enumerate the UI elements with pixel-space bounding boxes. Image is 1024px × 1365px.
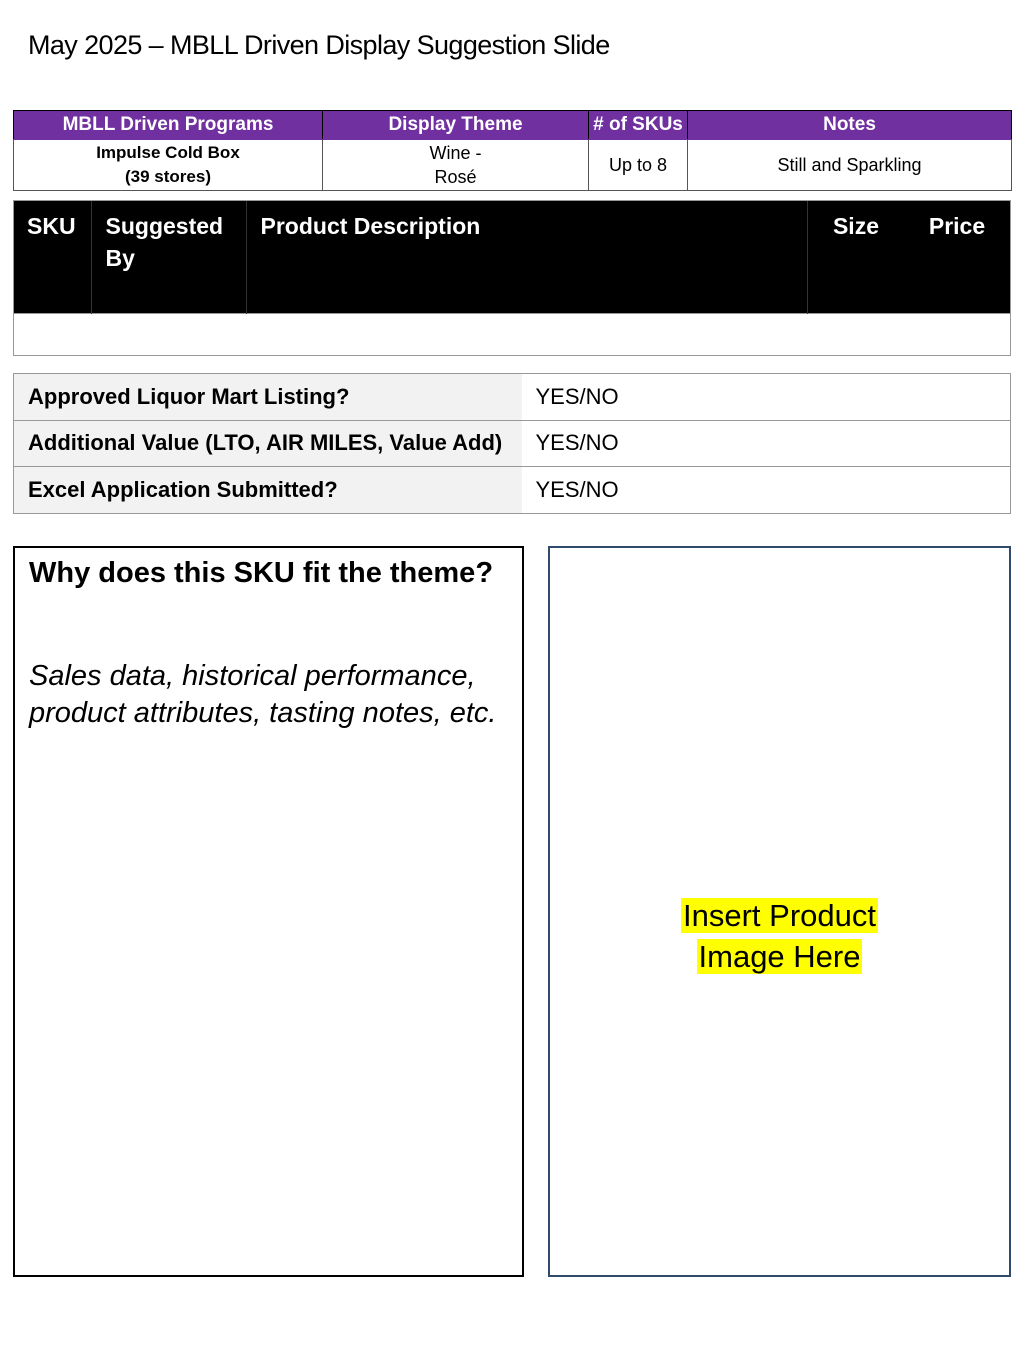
checklist-question: Approved Liquor Mart Listing?	[14, 374, 522, 421]
checklist-question: Excel Application Submitted?	[14, 467, 522, 514]
checklist-answer[interactable]: YES/NO	[522, 374, 1011, 421]
why-fit-textbox[interactable]	[13, 546, 524, 1277]
checklist-table	[13, 373, 1011, 514]
program-cell[interactable]	[14, 140, 323, 191]
header-price: Price	[903, 200, 1011, 313]
theme-line-1: Wine -	[429, 143, 482, 163]
theme-cell[interactable]	[323, 140, 589, 191]
program-store-count: (39 stores)	[125, 167, 211, 186]
checklist-answer[interactable]: YES/NO	[522, 420, 1011, 467]
product-image-placeholder[interactable]	[548, 546, 1011, 1277]
checklist-answer[interactable]: YES/NO	[522, 467, 1011, 514]
theme-line-2: Rosé	[434, 167, 477, 187]
program-table	[13, 110, 1012, 191]
checklist-row	[14, 374, 1011, 421]
checklist-row	[14, 420, 1011, 467]
program-table-header-row	[14, 111, 1012, 140]
header-display-theme: Display Theme	[323, 111, 589, 140]
sku-table-row	[13, 313, 1011, 356]
program-name: Impulse Cold Box	[96, 143, 240, 162]
header-product-description: Product Description	[246, 200, 807, 313]
header-sku: SKU	[13, 200, 91, 313]
checklist-row	[14, 467, 1011, 514]
notes-cell[interactable]: Still and Sparkling	[688, 140, 1012, 191]
checklist-question: Additional Value (LTO, AIR MILES, Value Add)	[14, 420, 522, 467]
image-placeholder-line-1: Insert Product	[683, 898, 876, 933]
why-fit-title: Why does this SKU fit the theme?	[29, 557, 494, 589]
header-size: Size	[807, 200, 903, 313]
program-table-row	[14, 140, 1012, 191]
sku-table	[13, 200, 1011, 356]
header-suggested-by: Suggested By	[91, 200, 246, 313]
header-programs: MBLL Driven Programs	[14, 111, 323, 140]
page-title: May 2025 – MBLL Driven Display Suggestion Slide	[28, 30, 610, 60]
sku-entry-cell[interactable]	[13, 313, 1011, 356]
image-placeholder-text	[550, 895, 1009, 977]
image-placeholder-line-2: Image Here	[698, 939, 861, 974]
sku-table-header-row	[13, 200, 1011, 313]
sku-count-cell[interactable]: Up to 8	[589, 140, 688, 191]
why-fit-body: Sales data, historical performance, product attributes, tasting notes, etc.	[29, 660, 497, 729]
header-sku-count: # of SKUs	[589, 111, 688, 140]
header-notes: Notes	[688, 111, 1012, 140]
